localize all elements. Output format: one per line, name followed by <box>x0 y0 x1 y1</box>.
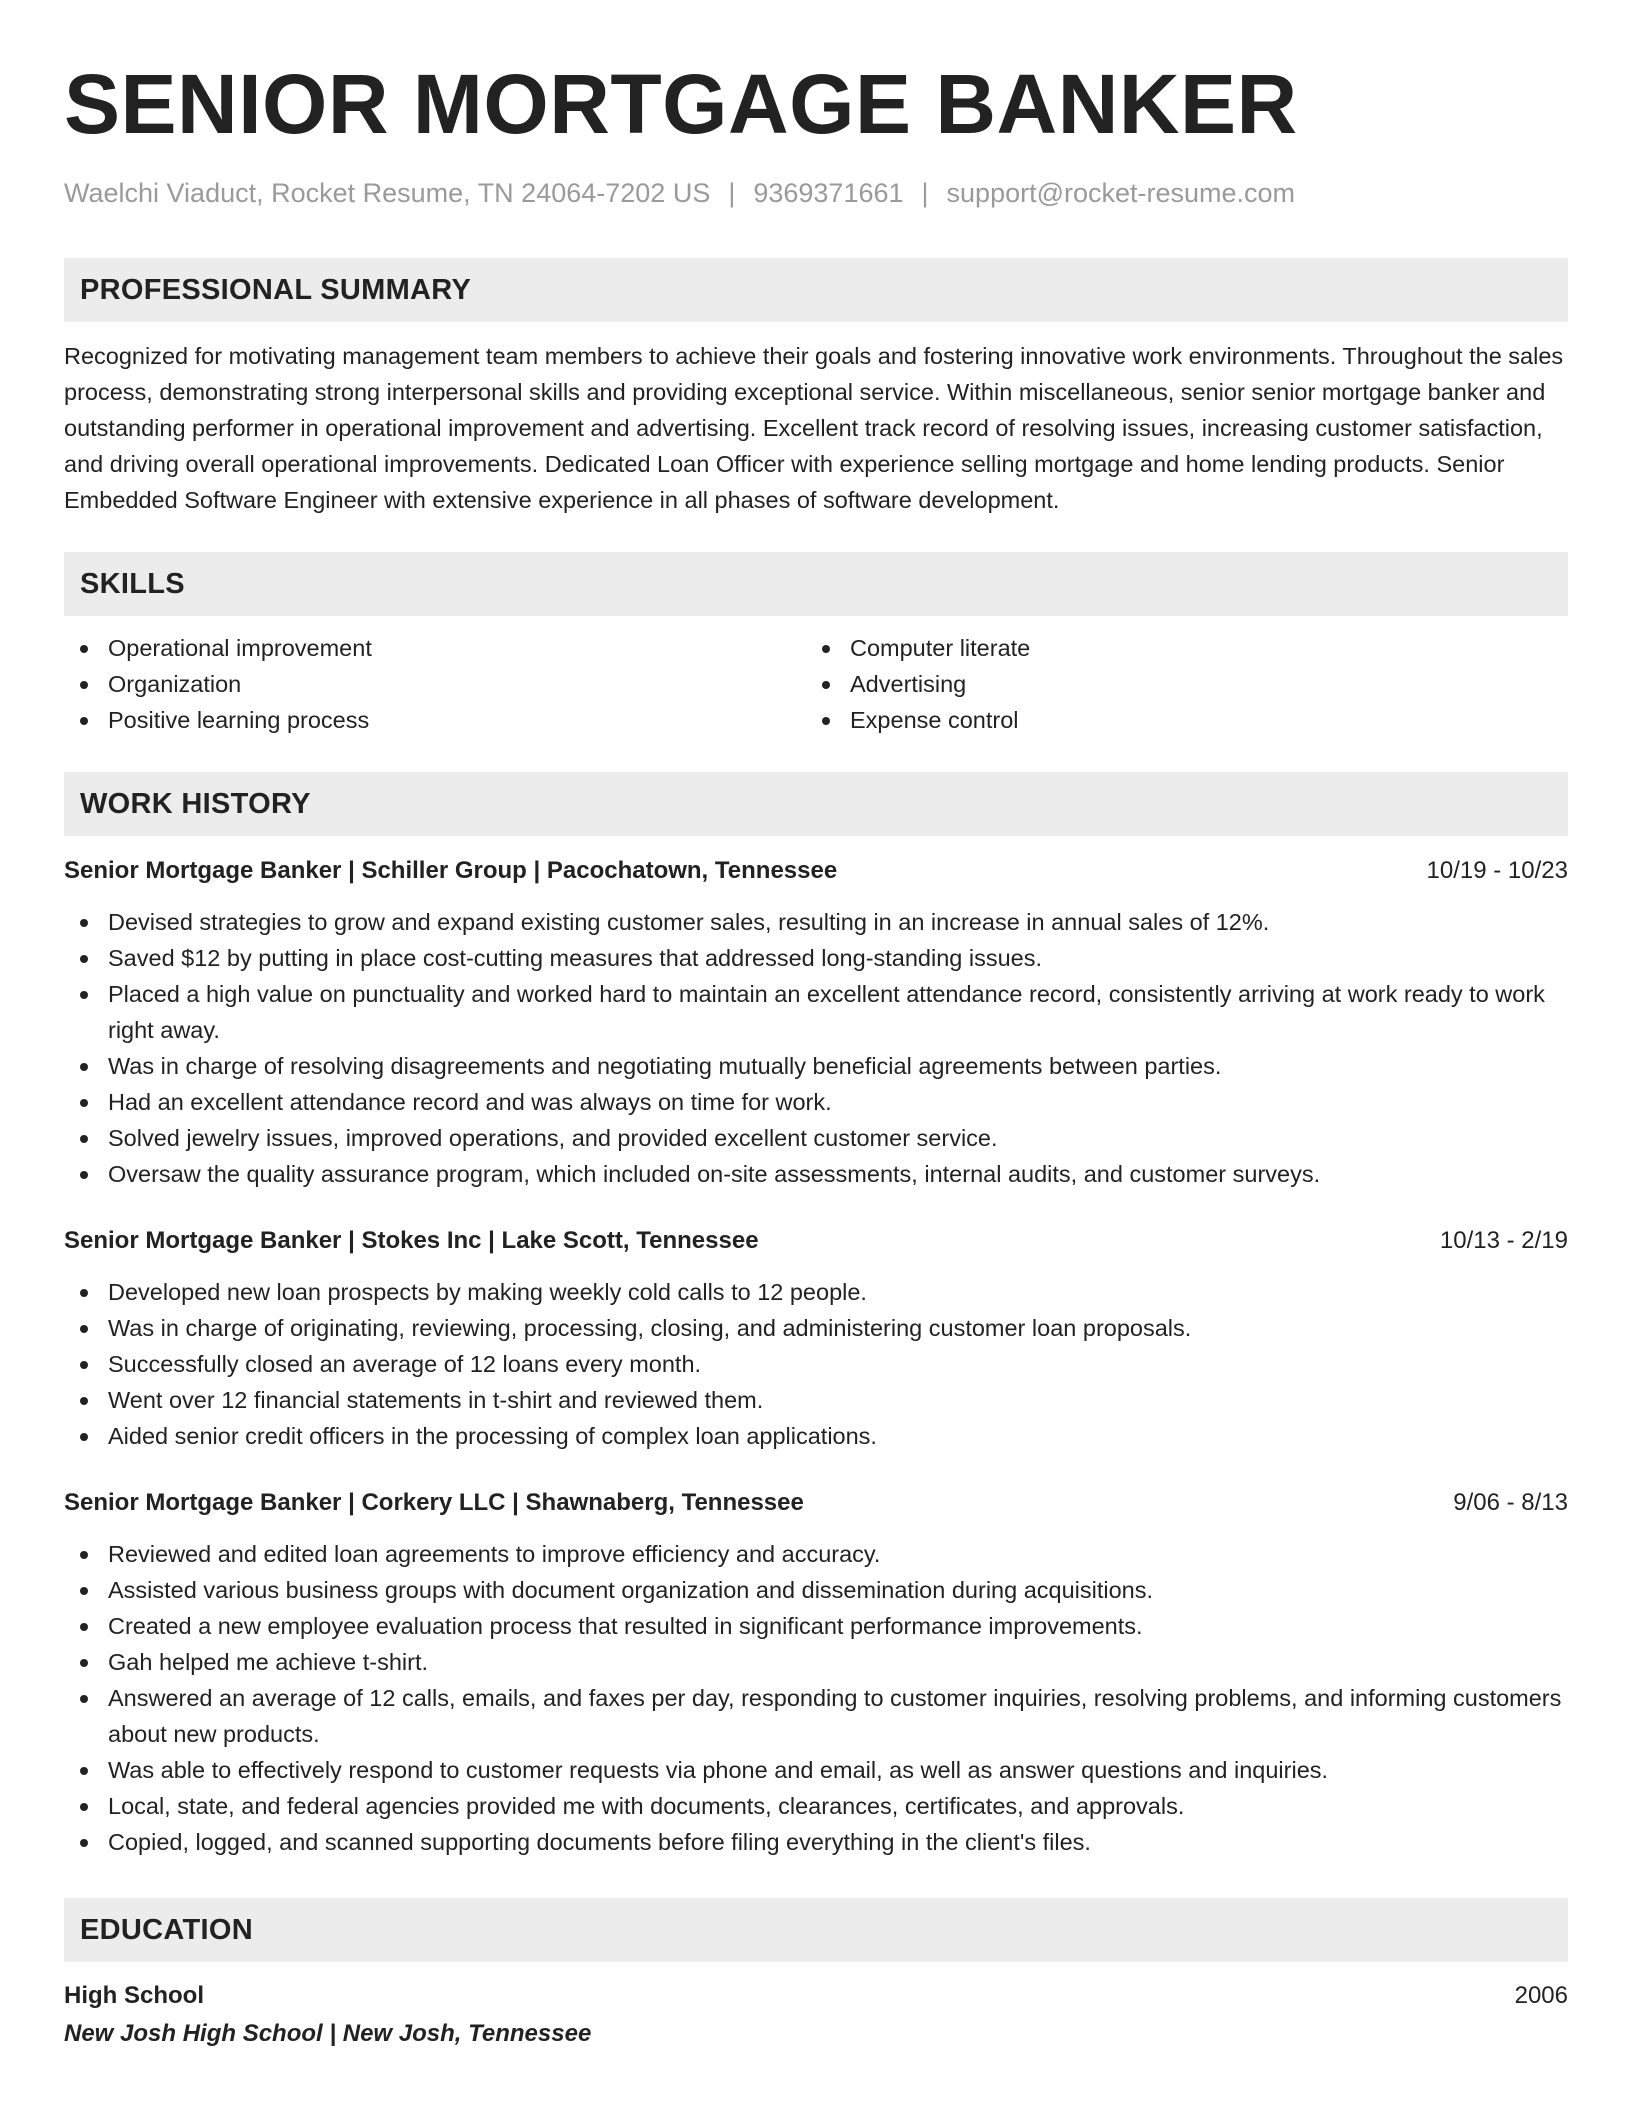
job-bullet: Successfully closed an average of 12 loans every month. <box>64 1346 1568 1382</box>
job-bullets <box>64 904 1568 1192</box>
job-header <box>64 1486 1568 1520</box>
job-bullets <box>64 1274 1568 1454</box>
job-bullet: Aided senior credit officers in the processing of complex loan applications. <box>64 1418 1568 1454</box>
resume-name: SENIOR MORTGAGE BANKER <box>64 57 1298 151</box>
job-bullet: Saved $12 by putting in place cost-cutting measures that addressed long-standing issues. <box>64 940 1568 976</box>
job-title: Senior Mortgage Banker | Stokes Inc | Lake Scott, Tennessee <box>64 1227 759 1254</box>
job-bullets <box>64 1536 1568 1860</box>
job-bullet: Was in charge of resolving disagreements and negotiating mutually beneficial agreements between parties. <box>64 1048 1568 1084</box>
skill-item: Operational improvement <box>64 630 806 666</box>
job-title: Senior Mortgage Banker | Schiller Group | Pacochatown, Tennessee <box>64 857 838 884</box>
job-bullet: Copied, logged, and scanned supporting documents before filing everything in the client's files. <box>64 1824 1568 1860</box>
job-bullet: Was in charge of originating, reviewing, processing, closing, and administering customer loan proposals. <box>64 1310 1568 1346</box>
job-dates: 10/13 - 2/19 <box>1439 1227 1568 1254</box>
work-history-heading: WORK HISTORY <box>64 772 1568 836</box>
skill-item: Computer literate <box>806 630 1548 666</box>
skill-item: Expense control <box>806 702 1548 738</box>
job-bullet: Created a new employee evaluation process that resulted in significant performance improvements. <box>64 1608 1568 1644</box>
job-header <box>64 854 1568 888</box>
skills-grid <box>64 630 1568 738</box>
job-bullet: Reviewed and edited loan agreements to improve efficiency and accuracy. <box>64 1536 1568 1572</box>
skill-item: Organization <box>64 666 806 702</box>
job-bullet: Had an excellent attendance record and was always on time for work. <box>64 1084 1568 1120</box>
contact-separator: | <box>921 178 929 208</box>
job-bullet: Oversaw the quality assurance program, which included on-site assessments, internal audits, and customer surveys. <box>64 1156 1568 1192</box>
contact-phone: 9369371661 <box>753 178 904 208</box>
job-header <box>64 1224 1568 1258</box>
job-bullet: Local, state, and federal agencies provided me with documents, clearances, certificates, and approvals. <box>64 1788 1568 1824</box>
job-title: Senior Mortgage Banker | Corkery LLC | Shawnaberg, Tennessee <box>64 1489 804 1516</box>
summary-text: Recognized for motivating management team members to achieve their goals and fostering innovative work environments. Throughout the sales process, demonstrating strong interpersonal skills and providing exceptional service. Within miscellaneous, senior senior mortgage banker and outstanding performer in operational improvement and advertising. Excellent track record of resolving issues, increasing customer satisfaction, and driving overall operational improvements. Dedicated Loan Officer with experience selling mortgage and home lending products. Senior Embedded Software Engineer with extensive experience in all phases of software development. <box>64 343 1564 513</box>
education-school: New Josh High School | New Josh, Tennessee <box>64 2020 592 2047</box>
skill-item: Positive learning process <box>64 702 806 738</box>
job-bullet: Solved jewelry issues, improved operations, and provided excellent customer service. <box>64 1120 1568 1156</box>
skills-heading: SKILLS <box>64 552 1568 616</box>
contact-email: support@rocket-resume.com <box>946 178 1296 208</box>
contact-separator: | <box>728 178 736 208</box>
job-bullet: Gah helped me achieve t-shirt. <box>64 1644 1568 1680</box>
job-dates: 9/06 - 8/13 <box>1453 1489 1568 1516</box>
skills-column-left <box>64 630 806 738</box>
education-year: 2006 <box>1514 1982 1568 2009</box>
job-bullet: Devised strategies to grow and expand existing customer sales, resulting in an increase in annual sales of 12%. <box>64 904 1568 940</box>
education-heading: EDUCATION <box>64 1898 1568 1962</box>
skill-item: Advertising <box>806 666 1548 702</box>
job-bullet: Developed new loan prospects by making weekly cold calls to 12 people. <box>64 1274 1568 1310</box>
summary-heading: PROFESSIONAL SUMMARY <box>64 258 1568 322</box>
job-bullet: Assisted various business groups with document organization and dissemination during acquisitions. <box>64 1572 1568 1608</box>
job-bullet: Answered an average of 12 calls, emails, and faxes per day, responding to customer inquiries, resolving problems, and informing customers about new products. <box>64 1680 1568 1752</box>
job-bullet: Was able to effectively respond to customer requests via phone and email, as well as answer questions and inquiries. <box>64 1752 1568 1788</box>
contact-address: Waelchi Viaduct, Rocket Resume, TN 24064-7202 US <box>64 178 711 208</box>
resume-page <box>64 0 1568 2052</box>
education-row <box>64 1978 1568 2014</box>
contact-line <box>64 176 1568 210</box>
job-dates: 10/19 - 10/23 <box>1426 857 1568 884</box>
job-bullet: Placed a high value on punctuality and worked hard to maintain an excellent attendance record, consistently arriving at work ready to work right away. <box>64 976 1568 1048</box>
education-degree: High School <box>64 1982 204 2009</box>
skills-column-right <box>806 630 1548 738</box>
job-bullet: Went over 12 financial statements in t-shirt and reviewed them. <box>64 1382 1568 1418</box>
